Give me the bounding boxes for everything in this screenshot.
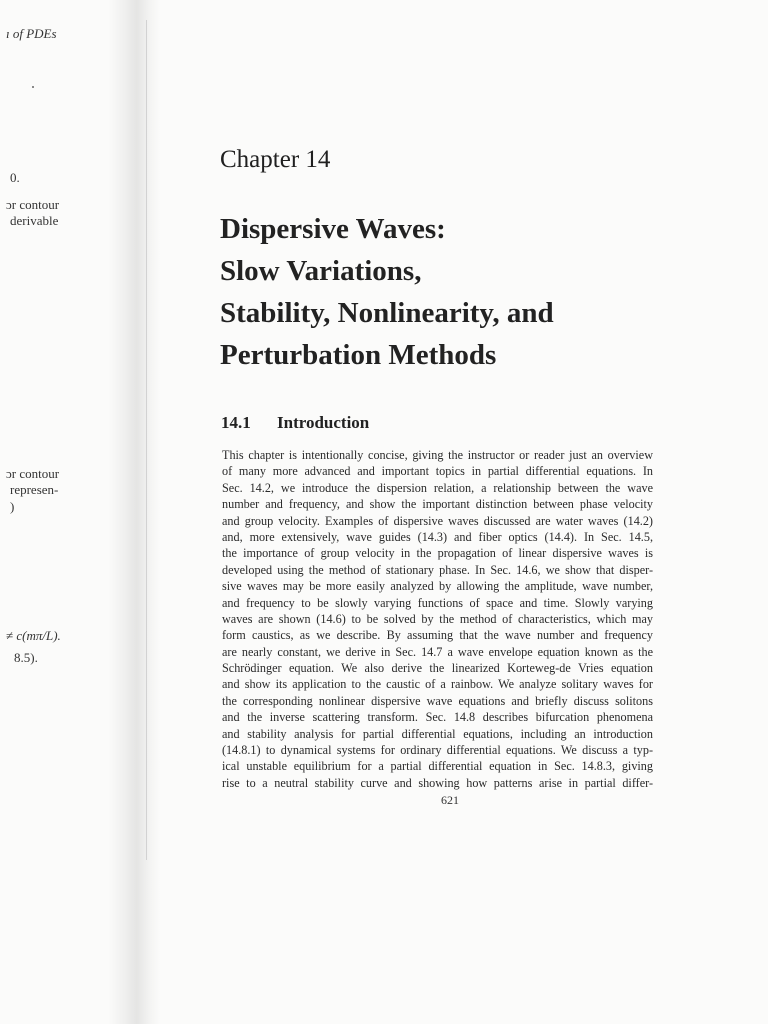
body-line: of many more advanced and important topics in partial differential equations. In: [222, 464, 653, 479]
section-number: 14.1: [221, 413, 251, 432]
previous-page-line: 0.: [10, 170, 20, 185]
previous-page-line: ɔr contour: [6, 197, 60, 212]
book-gutter-line: [146, 20, 147, 860]
previous-page-line: 8.5).: [14, 650, 38, 665]
body-line: ical unstable equilibrium for a partial differential equation in Sec. 14.8.3, giving: [222, 759, 653, 774]
body-line: the importance of group velocity in the propagation of linear dispersive waves is: [222, 546, 653, 561]
body-line: Sec. 14.2, we introduce the dispersion relation, a relationship between the wave: [222, 480, 653, 495]
section-title: Introduction: [277, 413, 370, 432]
body-line: are nearly constant, we derive in Sec. 14.7 a wave envelope equation known as the: [222, 644, 653, 659]
chapter-title-line: Slow Variations,: [220, 255, 422, 287]
previous-page-line: ≠ c(mπ/L).: [6, 628, 61, 643]
body-line: sive waves may be more easily analyzed by allowing the amplitude, wave number,: [222, 579, 653, 594]
body-line: (14.8.1) to dynamical systems for ordinary differential equations. We discuss a typ-: [222, 743, 653, 758]
body-line: developed using the method of stationary phase. In Sec. 14.6, we show that disper-: [222, 562, 653, 577]
previous-page-line: ɔr contour: [6, 466, 60, 481]
body-line: number and frequency, and show the important distinction between phase velocity: [222, 497, 653, 512]
body-line: and frequency to be slowly varying functions of space and time. Slowly varying: [222, 595, 653, 610]
body-paragraph: [222, 447, 653, 791]
chapter-title-line: Stability, Nonlinearity, and: [220, 297, 554, 329]
body-line: waves are shown (14.6) to be solved by the method of characteristics, which may: [222, 611, 653, 626]
previous-page-line: derivable: [10, 213, 59, 228]
section-heading: [221, 413, 369, 433]
body-line: and, more extensively, wave guides (14.3) and fiber optics (14.4). In Sec. 14.5,: [222, 529, 653, 544]
body-line: This chapter is intentionally concise, giving the instructor or reader just an overview: [222, 448, 653, 462]
book-gutter-shadow: [108, 0, 160, 1024]
chapter-title-line: Perturbation Methods: [220, 339, 497, 371]
body-line: Schrödinger equation. We also derive the linearized Korteweg-de Vries equation: [222, 661, 653, 676]
body-line: form caustics, as we describe. By assuming that the wave number and frequency: [222, 628, 653, 643]
previous-page-line: ): [10, 499, 15, 514]
chapter-label: Chapter 14: [220, 146, 331, 173]
body-line: the corresponding nonlinear dispersive wave equations and briefly discuss solitons: [222, 693, 653, 708]
body-line: and stability analysis for partial differential equations, including an introduction: [222, 726, 653, 741]
previous-page-line: represen-: [10, 482, 59, 497]
chapter-title-line: Dispersive Waves:: [220, 213, 446, 245]
page-number: 621: [441, 793, 459, 807]
previous-page-edge: [0, 0, 110, 1024]
body-line: and group velocity. Examples of dispersive waves discussed are water waves (14.2): [222, 513, 653, 528]
previous-page-line: ı of PDEs: [6, 26, 57, 41]
body-line: rise to a neutral stability curve and showing how patterns arise in partial differ-: [222, 775, 653, 790]
body-line: and show its application to the caustic of a rainbow. We analyze solitary waves for: [222, 677, 653, 692]
chapter-title: [220, 208, 720, 376]
body-line: and the inverse scattering transform. Sec. 14.8 describes bifurcation phenomena: [222, 710, 653, 725]
